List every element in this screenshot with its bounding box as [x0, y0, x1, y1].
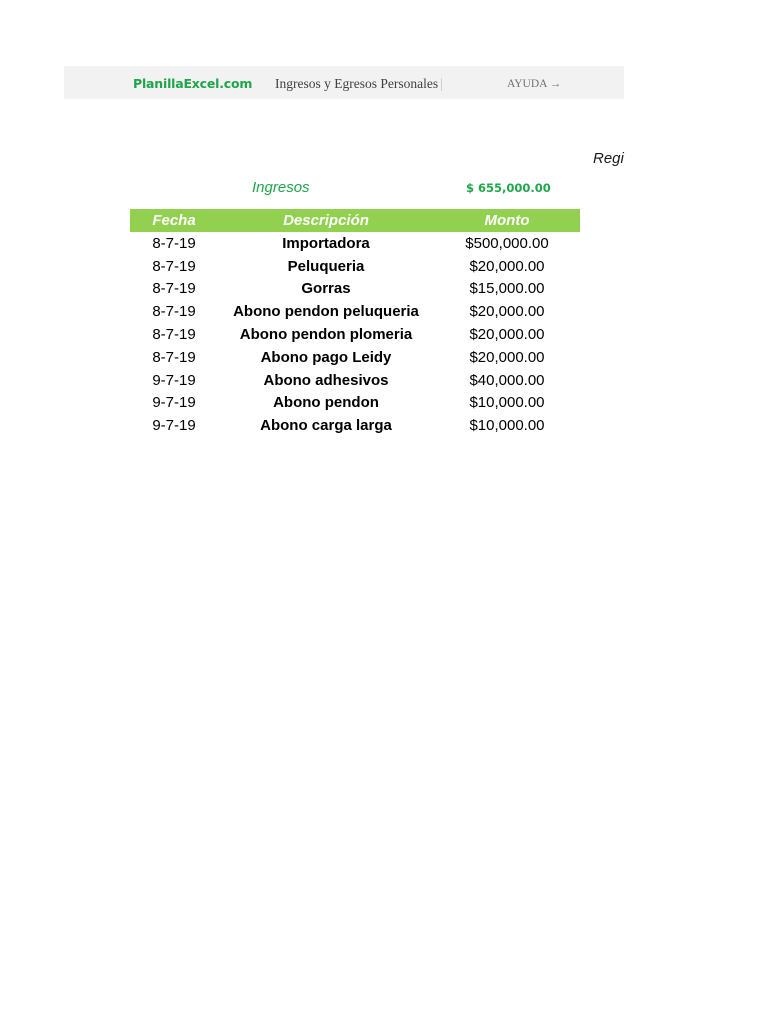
cell-fecha[interactable]: 8-7-19: [152, 348, 196, 366]
table-row: [130, 232, 580, 255]
cell-descripcion[interactable]: Abono pago Leidy: [260, 348, 392, 366]
cell-monto[interactable]: $40,000.00: [469, 371, 545, 389]
cell-descripcion[interactable]: Gorras: [301, 280, 351, 298]
cell-fecha[interactable]: 8-7-19: [152, 257, 196, 275]
table-row: [130, 323, 580, 346]
cell-descripcion[interactable]: Abono pendon peluqueria: [233, 303, 419, 321]
cell-descripcion[interactable]: Abono carga larga: [260, 417, 392, 435]
column-header-fecha[interactable]: Fecha: [130, 209, 218, 232]
registro-label: Regi: [593, 150, 624, 167]
ingresos-total: $ 655,000.00: [466, 181, 551, 195]
cell-descripcion[interactable]: Abono pendon: [273, 394, 379, 412]
table-row: [130, 278, 580, 301]
cell-monto[interactable]: $10,000.00: [469, 417, 545, 435]
cell-fecha[interactable]: 8-7-19: [152, 234, 196, 252]
cell-monto[interactable]: $500,000.00: [465, 234, 549, 252]
table-header-row: [130, 209, 580, 232]
cell-monto[interactable]: $20,000.00: [469, 348, 545, 366]
column-header-descripcion[interactable]: Descripción: [218, 209, 434, 232]
cell-monto[interactable]: $10,000.00: [469, 394, 545, 412]
table-row: [130, 255, 580, 278]
ingresos-table: [130, 209, 580, 437]
cell-fecha[interactable]: 8-7-19: [152, 326, 196, 344]
sheet-title: [275, 76, 443, 92]
cell-fecha[interactable]: 9-7-19: [152, 417, 196, 435]
cell-monto[interactable]: $20,000.00: [469, 326, 545, 344]
cell-monto[interactable]: $15,000.00: [469, 280, 545, 298]
top-banner: [64, 66, 624, 99]
table-row: [130, 369, 580, 392]
cell-descripcion[interactable]: Importadora: [282, 234, 370, 252]
sheet-title-text: Ingresos y Egresos Personales: [275, 76, 439, 91]
cell-fecha[interactable]: 8-7-19: [152, 280, 196, 298]
cell-fecha[interactable]: 9-7-19: [152, 394, 196, 412]
table-row: [130, 414, 580, 437]
cell-descripcion[interactable]: Abono pendon plomeria: [239, 326, 413, 344]
brand-link[interactable]: PlanillaExcel.com: [133, 76, 253, 91]
cell-monto[interactable]: $20,000.00: [469, 257, 545, 275]
table-row: [130, 346, 580, 369]
table-row: [130, 300, 580, 323]
title-separator: |: [440, 76, 443, 91]
ingresos-label: Ingresos: [252, 179, 310, 196]
cell-monto[interactable]: $20,000.00: [469, 303, 545, 321]
cell-fecha[interactable]: 9-7-19: [152, 371, 196, 389]
table-row: [130, 392, 580, 415]
cell-descripcion[interactable]: Peluqueria: [287, 257, 365, 275]
help-link[interactable]: AYUDA →: [507, 78, 562, 90]
cell-descripcion[interactable]: Abono adhesivos: [263, 371, 389, 389]
column-header-monto[interactable]: Monto: [434, 209, 580, 232]
cell-fecha[interactable]: 8-7-19: [152, 303, 196, 321]
